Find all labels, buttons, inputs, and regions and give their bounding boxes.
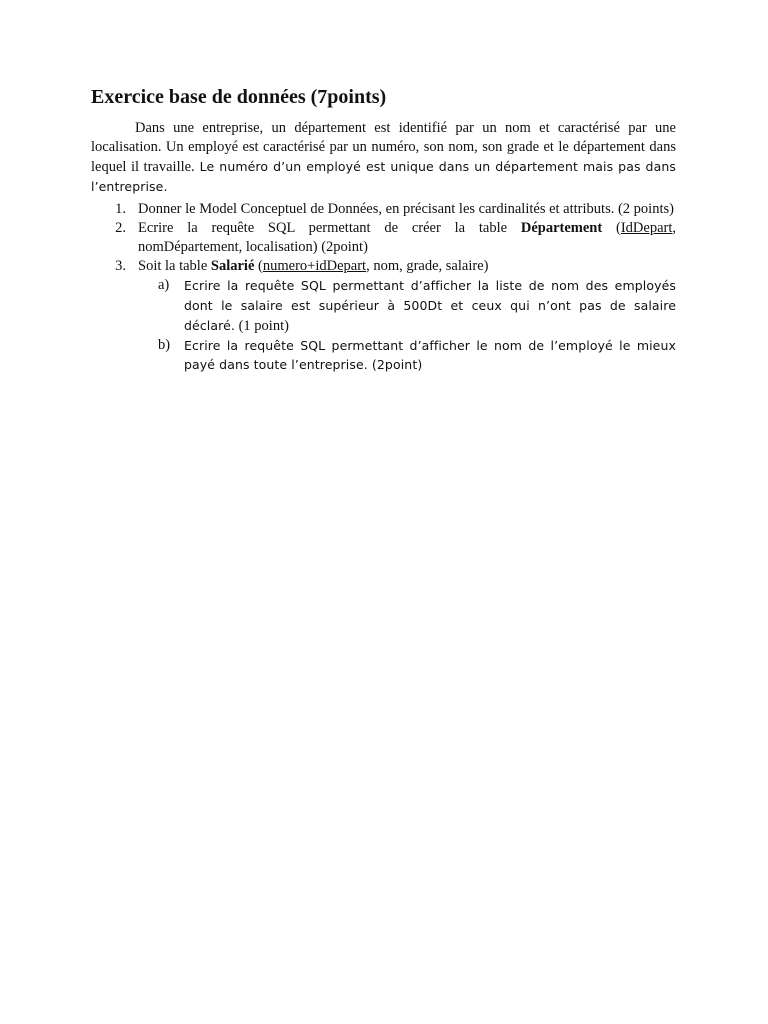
question-3 [91,257,676,374]
primary-key: IdDepart [620,220,673,236]
sub-text-part2: le salaire est supérieur à 500Dt et ceux qui n’ont pas de salaire déclaré. [184,298,676,333]
open-paren: ( [254,258,263,274]
sub-question-letter: a) [158,277,170,293]
question-list [91,200,676,374]
primary-key: numero+idDepart [262,258,367,274]
question-suffix: , nom, grade, salaire) [366,258,489,274]
question-text [138,257,676,374]
sub-question-list [138,276,676,374]
intro-paragraph [91,119,676,197]
sub-question-text [184,276,676,336]
question-prefix: Ecrire la requête SQL permettant de créer la table [138,220,521,236]
question-number: 3. [115,258,126,274]
sub-question-b [158,336,676,374]
sub-question-letter: b) [158,337,171,353]
sub-question-a [158,276,676,336]
question-suffix: , nomDépartement, localisation) (2point) [138,220,676,255]
question-text: Donner le Model Conceptuel de Données, en précisant les cardinalités et attributs. (2 points) [138,201,674,217]
question-prefix: Soit la table [138,258,211,274]
sub-question-text: Ecrire la requête SQL permettant d’afficher le nom de l’employé le mieux payé dans toute l’entreprise. (2point) [184,338,676,372]
exercise-title: Exercice base de données (7points) [91,86,387,108]
question-stem [138,257,676,276]
intro-text-part2: Le numéro d’un employé est unique dans un département mais pas dans l’entreprise. [91,159,676,194]
question-number: 2. [115,220,126,236]
question-2 [91,219,676,257]
table-name: Salarié [210,258,255,274]
question-text [138,219,676,257]
table-name: Département [520,220,603,236]
sub-text-part1: Ecrire la requête SQL permettant d’afficher la liste de nom des employés dont [184,278,676,313]
open-paren: ( [602,220,621,236]
question-number: 1. [115,201,126,217]
sub-text-part3: (1 point) [234,318,289,334]
intro-text-part1: Dans une entreprise, un département est identifié par un nom et caractérisé par une localisation. Un employé est caractérisé par un numéro, son nom, son grade et le département dans lequel il travaille. [91,120,676,175]
question-1 [91,200,676,219]
